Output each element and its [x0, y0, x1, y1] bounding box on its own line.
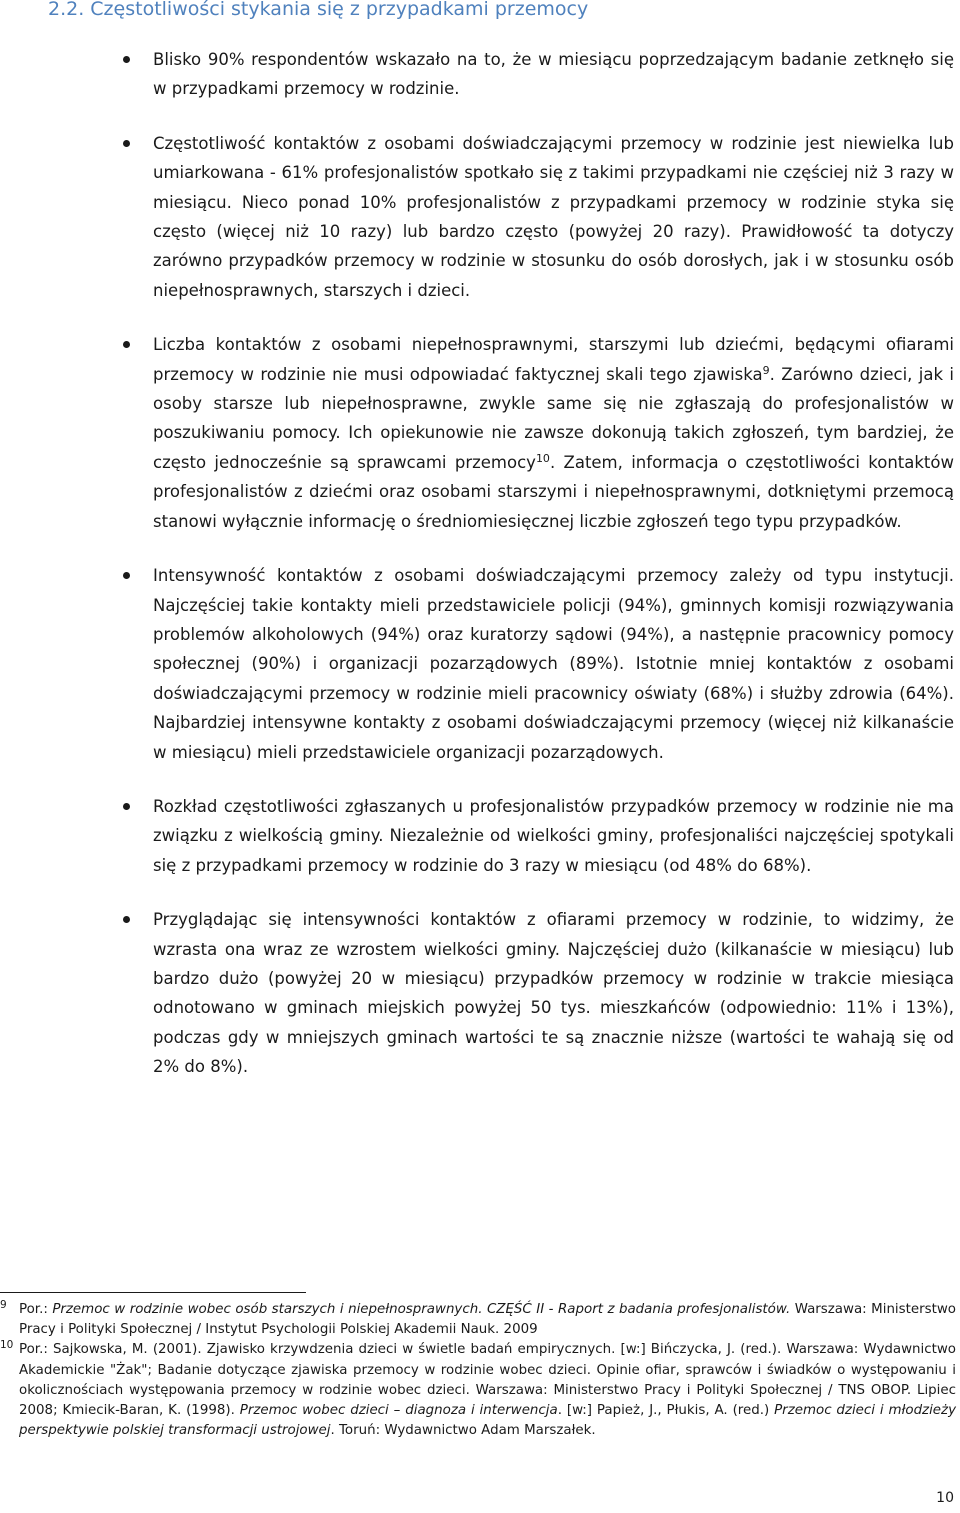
footnote-title: Przemoc wobec dzieci – diagnoza i interwencja [239, 1403, 558, 1419]
footnotes [0, 1300, 956, 1441]
footnote-ref[interactable]: 9 [762, 363, 770, 377]
footnote-text: Warszawa: Ministerstwo Pracy i Polityki Społecznej / Instytut Psychologii Polskiej Akademii Nauk. 2009 [19, 1302, 956, 1338]
section-heading: 2.2. Częstotliwości stykania się z przypadkami przemocy [48, 0, 589, 20]
list-item [0, 330, 960, 536]
findings-list [0, 45, 960, 1107]
list-item-text: . Zarówno dzieci, jak i osoby starsze lub niepełnosprawne, zwykle same się nie zgłaszają do profesjonalistów w poszukiwaniu pomocy. Ich opiekunowie nie zawsze dokonują takich zgłoszeń, tym bardziej, że często jednocześnie są sprawcami przemocy [153, 364, 954, 472]
footnote-text: . Toruń: Wydawnictwo Adam Marszałek. [330, 1423, 596, 1439]
footnote-text: Por.: [19, 1302, 53, 1317]
list-item: Częstotliwość kontaktów z osobami doświadczającymi przemocy w rodzinie jest niewielka lub umiarkowana - 61% profesjonalistów spotkało się z takimi przypadkami nie częściej niż 3 razy w miesiącu. Nieco ponad 10% profesjonalistów z przypadkami przemocy w rodzinie styka się często (więcej niż 10 razy) lub bardzo często (powyżej 20 razy). Prawidłowość ta dotyczy zarówno przypadków przemocy w rodzinie w stosunku do osób dorosłych, jak i w stosunku osób niepełnosprawnych, starszych i dzieci. [0, 129, 960, 305]
footnote-title: Przemoc w rodzinie wobec osób starszych i niepełnosprawnych. CZĘŚĆ II - Raport z badania profesjonalistów. [52, 1302, 791, 1317]
page-number: 10 [936, 1490, 954, 1506]
list-item-text: . Zatem, informacja o częstotliwości kontaktów profesjonalistów z dziećmi oraz osobami starszymi i niepełnosprawnymi, dotkniętymi przemocą stanowi wyłącznie informację o średniomiesięcznej liczbie zgłoszeń tego typu przypadków. [153, 452, 954, 531]
footnote-text: Por.: Sajkowska, M. (2001). Zjawisko krzywdzenia dzieci w świetle badań empirycznych. [w:] Bińczycka, J. (red.). Warszawa: Wydawnictwo Akademickie "Żak"; Badanie dotyczące zjawiska przemocy w rodzinie wobec dzieci. Opinie ofiar, sprawców i świadków o występowaniu i okolicznościach występowania przemocy w rodzinie wobec dzieci. Warszawa: Ministerstwo Pracy i Polityki Społecznej / TNS OBOP. Lipiec 2008; Kmiecik-Baran, K. (1998). [19, 1342, 956, 1419]
footnote-text: . [w:] Papież, J., Płukis, A. (red.) [557, 1403, 775, 1419]
footnote-title: Przemoc dzieci i młodzieży perspektywie polskiej transformacji ustrojowej [19, 1403, 957, 1439]
footnote-number: 9 [0, 1299, 7, 1311]
list-item: Przyglądając się intensywności kontaktów z ofiarami przemocy w rodzinie, to widzimy, że wzrasta ona wraz ze wzrostem wielkości gminy. Najczęściej dużo (kilkanaście w miesiącu) lub bardzo dużo (powyżej 20 w miesiącu) przypadków przemocy w rodzinie w trakcie miesiąca odnotowano w gminach miejskich powyżej 50 tys. mieszkańców (odpowiednio: 11% i 13%), podczas gdy w mniejszych gminach wartości te są znacznie niższe (wartości te wahają się od 2% do 8%). [0, 905, 960, 1081]
list-item: Blisko 90% respondentów wskazało na to, że w miesiącu poprzedzającym badanie zetknęło się w przypadkami przemocy w rodzinie. [0, 45, 960, 104]
footnote-ref[interactable]: 10 [535, 451, 550, 465]
list-item: Intensywność kontaktów z osobami doświadczającymi przemocy zależy od typu instytucji. Najczęściej takie kontakty mieli przedstawiciele policji (94%), gminnych komisji rozwiązywania problemów alkoholowych (94%) oraz kuratorzy sądowi (94%), a następnie pracownicy pomocy społecznej (90%) i organizacji pozarządowych (89%). Istotnie mniej kontaktów z osobami doświadczającymi przemocy w rodzinie mieli pracownicy oświaty (68%) i służby zdrowia (64%). Najbardziej intensywne kontakty z osobami doświadczającymi przemocy (więcej niż kilkanaście w miesiącu) mieli przedstawiciele organizacji pozarządowych. [0, 561, 960, 767]
footnote [0, 1300, 956, 1340]
list-item: Rozkład częstotliwości zgłaszanych u profesjonalistów przypadków przemocy w rodzinie nie ma związku z wielkością gminy. Niezależnie od wielkości gminy, profesjonaliści najczęściej spotykali się z przypadkami przemocy w rodzinie do 3 razy w miesiącu (od 48% do 68%). [0, 792, 960, 880]
footnote-number: 10 [0, 1339, 14, 1352]
footnote [0, 1340, 956, 1441]
footnote-separator [0, 1292, 306, 1293]
list-item-text: Liczba kontaktów z osobami niepełnosprawnymi, starszymi lub dziećmi, będącymi ofiarami przemocy w rodzinie nie musi odpowiadać faktycznej skali tego zjawiska [153, 335, 954, 384]
